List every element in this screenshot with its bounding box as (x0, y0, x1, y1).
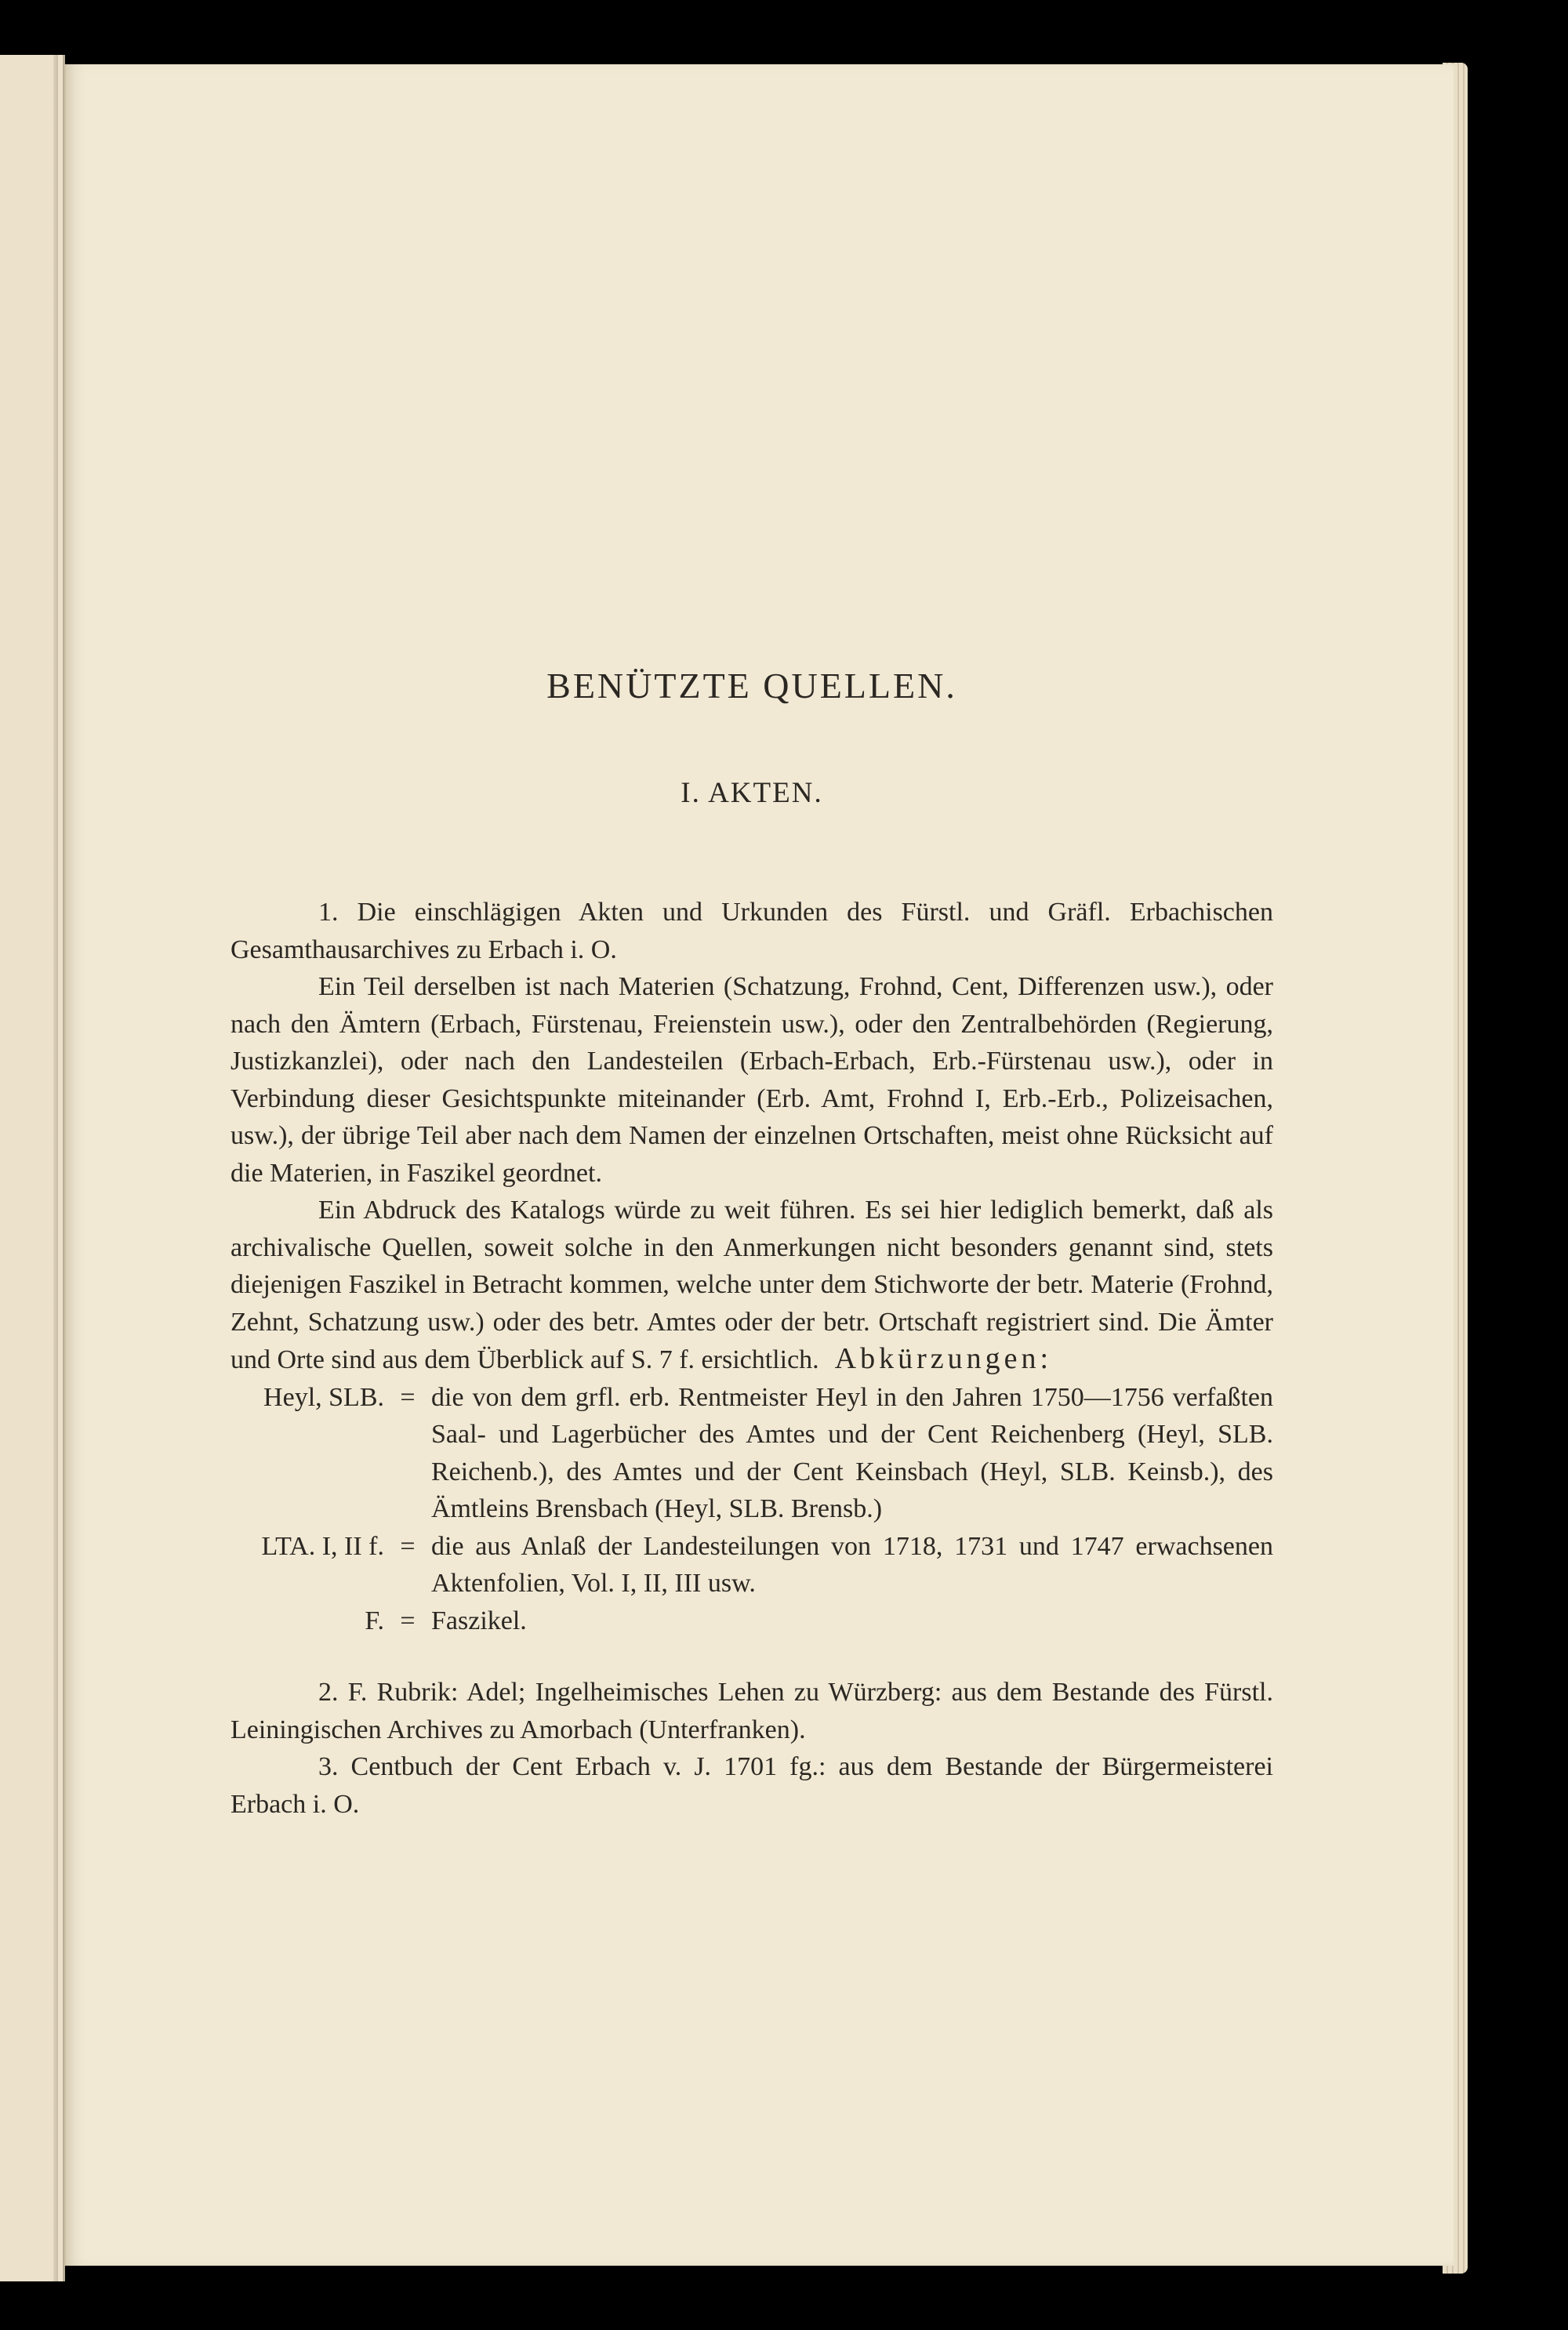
paragraph-2: Ein Teil derselben ist nach Materien (Schatzung, Frohnd, Cent, Differenzen usw.), oder nach den Ämtern (Erbach, Fürstenau, Freienstein usw.), oder den Zentralbehörden (Regierung, Justizkanzlei), oder nach den Landesteilen (Erbach-Erbach, Erb.-Fürstenau usw.), oder in Verbindung dieser Gesichtspunkte miteinander (Erb. Amt, Frohnd I, Erb.-Erb., Polizeisachen, usw.), der übrige Teil aber nach dem Namen der einzelnen Ortschaften, meist ohne Rücksicht auf die Materien, in Faszikel geordnet. (230, 972, 1273, 1188)
abbreviation-definition: die von dem grfl. erb. Rentmeister Heyl in den Jahren 1750—1756 verfaßten Saal- und Lagerbücher des Amtes und der Cent Reichenberg (Heyl, SLB. Reichenb.), des Amtes und der Cent Keinsbach (Heyl, SLB. Keinsb.), des Ämtleins Brensbach (Heyl, SLB. Brensb.) (431, 1382, 1273, 1523)
abbreviation-key: LTA. I, II f. (261, 1531, 384, 1561)
paragraph-4: 2. F. Rubrik: Adel; Ingelheimisches Lehen zu Würzberg: aus dem Bestande des Fürstl. Leiningischen Archives zu Amorbach (Unterfranken). (230, 1678, 1273, 1744)
left-page-edge (0, 55, 65, 2281)
abbreviation-definition: Faszikel. (431, 1606, 527, 1635)
abbreviation-key: Heyl, SLB. (263, 1382, 384, 1412)
spacer (230, 1639, 1273, 1674)
abbreviation-list (230, 1379, 1273, 1640)
abbreviation-row (230, 1379, 1273, 1528)
equals-sign: = (400, 1531, 416, 1561)
section-heading: I. AKTEN. (681, 777, 823, 809)
abbreviation-key: F. (365, 1606, 384, 1635)
abbreviations-heading: Abkürzungen: (834, 1342, 1053, 1375)
book-page (64, 64, 1454, 2266)
page-title: BENÜTZTE QUELLEN. (546, 666, 957, 706)
paragraph-5: 3. Centbuch der Cent Erbach v. J. 1701 fg.: aus dem Bestande der Bürgermeisterei Erbach i. O. (230, 1752, 1273, 1819)
equals-sign: = (400, 1382, 416, 1412)
abbreviation-row (230, 1602, 1273, 1640)
paragraph-3 (230, 1192, 1273, 1379)
abbreviation-definition: die aus Anlaß der Landesteilungen von 1718, 1731 und 1747 erwachsenen Aktenfolien, Vol. I, II, III usw. (431, 1531, 1273, 1598)
equals-sign: = (400, 1606, 416, 1635)
body-text (230, 894, 1273, 1823)
paragraph-3-text: Ein Abdruck des Katalogs würde zu weit führen. Es sei hier lediglich bemerkt, daß als archivalische Quellen, soweit solche in den Anmerkungen nicht besonders genannt sind, stets diejenigen Faszikel in Betracht kommen, welche unter dem Stichworte der betr. Materie (Frohnd, Zehnt, Schatzung usw.) oder des betr. Amtes oder der betr. Ortschaft registriert sind. Die Ämter und Orte sind aus dem Überblick auf S. 7 f. ersichtlich. (230, 1196, 1273, 1374)
abbreviation-row (230, 1528, 1273, 1602)
paragraph-1: 1. Die einschlägigen Akten und Urkunden des Fürstl. und Gräfl. Erbachischen Gesamthausarchives zu Erbach i. O. (230, 898, 1273, 964)
